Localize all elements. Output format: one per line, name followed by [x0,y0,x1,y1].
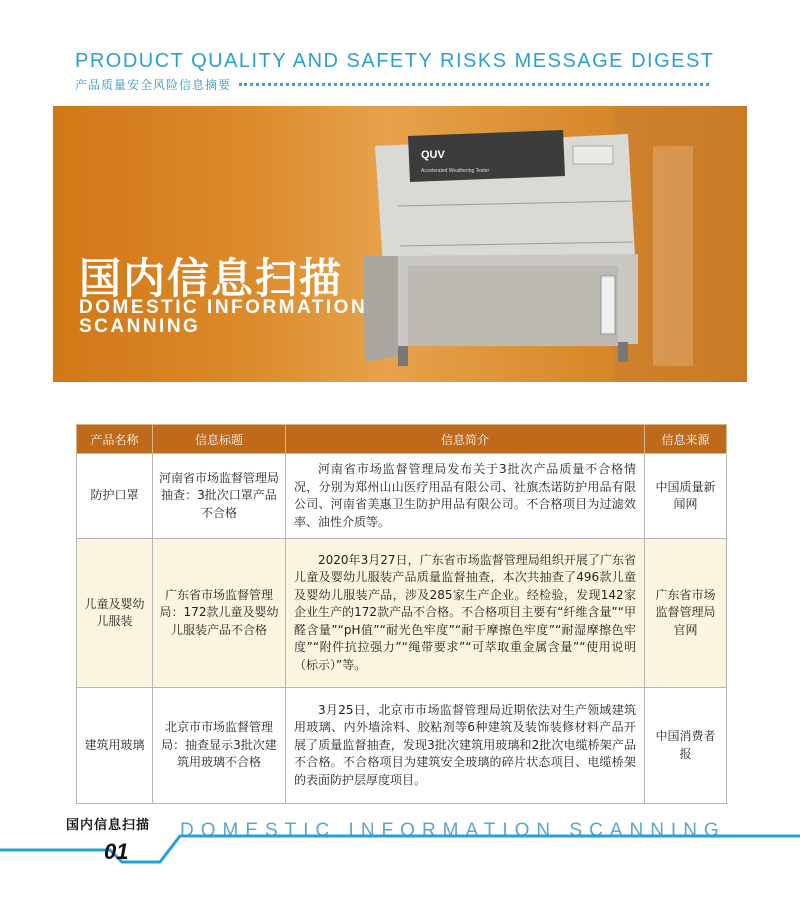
banner-title-en-line1: DOMESTIC INFORMATION [79,297,368,318]
info-source-cell: 广东省市场监督管理局官网 [645,539,727,688]
header-subtitle-row [75,76,709,92]
machine-brand-text: QUV [421,149,445,161]
info-title-cell: 广东省市场监督管理局：172款儿童及婴幼儿服装产品不合格 [153,539,286,688]
header-dotted-rule [239,83,709,86]
page-number: 01 [104,839,129,864]
info-table [76,424,727,804]
info-source-cell: 中国消费者报 [645,688,727,804]
info-source-cell: 中国质量新闻网 [645,454,727,539]
machine-label-text: Accelerated Weathering Tester [421,168,490,174]
table-row [77,539,727,688]
info-summary-cell: 河南省市场监督管理局发布关于3批次产品质量不合格情况，分别为郑州山山医疗用品有限公司、社旗杰诺防护用品有限公司、河南省美惠卫生防护用品有限公司。不合格项目为过滤效率、油性介质等。 [286,454,645,539]
info-summary-cell: 3月25日，北京市市场监督管理局近期依法对生产领域建筑用玻璃、内外墙涂料、胶粘剂等6种建筑及装饰装修材料产品开展了质量监督抽查，发现3批次建筑用玻璃和2批次电缆桥架产品不合格。不合格项目为建筑安全玻璃的碎片状态项目、电缆桥架的表面防护层厚度项目。 [286,688,645,804]
banner-title-cn: 国内信息扫描 [79,254,344,303]
info-title-cell: 北京市市场监督管理局：抽查显示3批次建筑用玻璃不合格 [153,688,286,804]
info-title-cell: 河南省市场监督管理局抽查：3批次口罩产品不合格 [153,454,286,539]
banner-title-en [79,298,367,336]
section-banner [53,106,747,382]
info-summary-cell: 2020年3月27日，广东省市场监督管理局组织开展了广东省儿童及婴幼儿服装产品质量监督抽查，本次共抽查了496款儿童及婴幼儿服装产品，涉及285家生产企业。经检验，发现142家企业生产的172款产品不合格。不合格项目主要有“纤维含量”“甲醛含量”“pH值”“耐光色牢度”“耐干摩擦色牢度”“耐湿摩擦色牢度”“附件抗拉强力”“绳带要求”“可萃取重金属含量”“使用说明（标示）”等。 [286,539,645,688]
product-name-cell: 建筑用玻璃 [77,688,153,804]
footer-section-en: DOMESTIC INFORMATION SCANNING [180,820,726,841]
header-title-en: PRODUCT QUALITY AND SAFETY RISKS MESSAGE DIGEST [75,50,715,72]
table-row [77,688,727,804]
header-info-source: 信息来源 [645,425,727,454]
table-header-row [77,425,727,454]
header-info-title: 信息标题 [153,425,286,454]
header-product-name: 产品名称 [77,425,153,454]
header-info-summary: 信息简介 [286,425,645,454]
product-name-cell: 防护口罩 [77,454,153,539]
banner-machine-illustration [53,106,747,382]
header-title-cn: 产品质量安全风险信息摘要 [75,77,232,92]
product-name-cell: 儿童及婴幼儿服装 [77,539,153,688]
footer-section-cn: 国内信息扫描 [66,818,151,833]
banner-title-en-line2: SCANNING [79,316,201,337]
table-row [77,454,727,539]
